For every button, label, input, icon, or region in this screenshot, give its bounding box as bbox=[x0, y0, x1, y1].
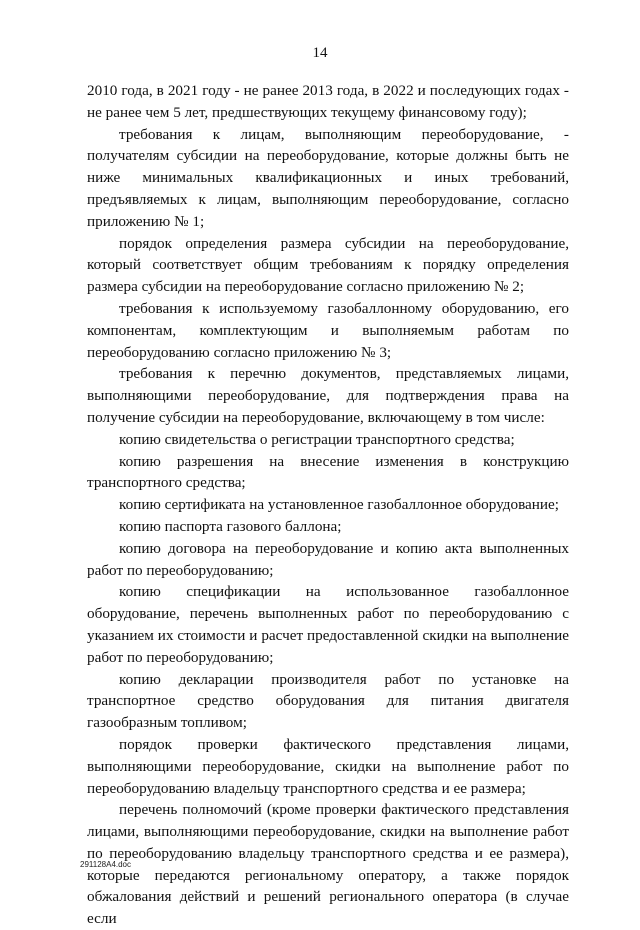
page-number: 14 bbox=[312, 45, 328, 61]
paragraph: порядок проверки фактического представления лицами, выполняющими переоборудование, скидки на выполнение работ по переоборудованию владельцу транспортного средства и ее размера; bbox=[87, 735, 569, 797]
paragraph: копию сертификата на установленное газобаллонное оборудование; bbox=[119, 496, 559, 514]
paragraph: копию декларации производителя работ по установке на транспортное средство оборудования для питания двигателя газообразным топливом; bbox=[87, 670, 569, 732]
paragraph: требования к перечню документов, представляемых лицами, выполняющими переоборудование, для подтверждения права на получение субсидии на переоборудование, включающему в том числе: bbox=[87, 365, 569, 426]
footer-filename: 291128A4.doc bbox=[80, 860, 132, 869]
paragraph: копию разрешения на внесение изменения в конструкцию транспортного средства; bbox=[87, 452, 569, 492]
paragraph: 2010 года, в 2021 году - не ранее 2013 года, в 2022 и последующих годах - не ранее чем 5 лет, предшествующих текущему финансовому году); bbox=[87, 82, 569, 121]
paragraph: копию свидетельства о регистрации транспортного средства; bbox=[119, 430, 515, 448]
paragraph: требования к используемому газобаллонному оборудованию, его компонентам, комплектующим и выполняемым работам по переоборудованию согласно приложению № 3; bbox=[87, 299, 569, 361]
paragraph: перечень полномочий (кроме проверки фактического представления лицами, выполняющими переоборудование, скидки на выполнение работ по переоборудованию владельцу транспортного средства и ее размера), которые передаются региональному оператору, а также порядок обжалования действий и решений регионального оператора (в случае если bbox=[87, 801, 569, 928]
paragraph: копию договора на переоборудование и копию акта выполненных работ по переоборудованию; bbox=[87, 539, 569, 579]
paragraph: порядок определения размера субсидии на переоборудование, который соответствует общим требованиям к порядку определения размера субсидии на переоборудование согласно приложению № 2; bbox=[87, 234, 569, 296]
document-body bbox=[87, 80, 569, 930]
paragraph: копию спецификации на использованное газобаллонное оборудование, перечень выполненных работ по переоборудованию с указанием их стоимости и расчет предоставленной скидки на выполнение работ по переоборудованию; bbox=[87, 583, 569, 666]
paragraph: копию паспорта газового баллона; bbox=[119, 517, 342, 535]
paragraph: требования к лицам, выполняющим переоборудование, - получателям субсидии на переоборудование, которые должны быть не ниже минимальных квалификационных и иных требований, предъявляемых к лицам, выполняющим переоборудование, согласно приложению № 1; bbox=[87, 125, 569, 230]
